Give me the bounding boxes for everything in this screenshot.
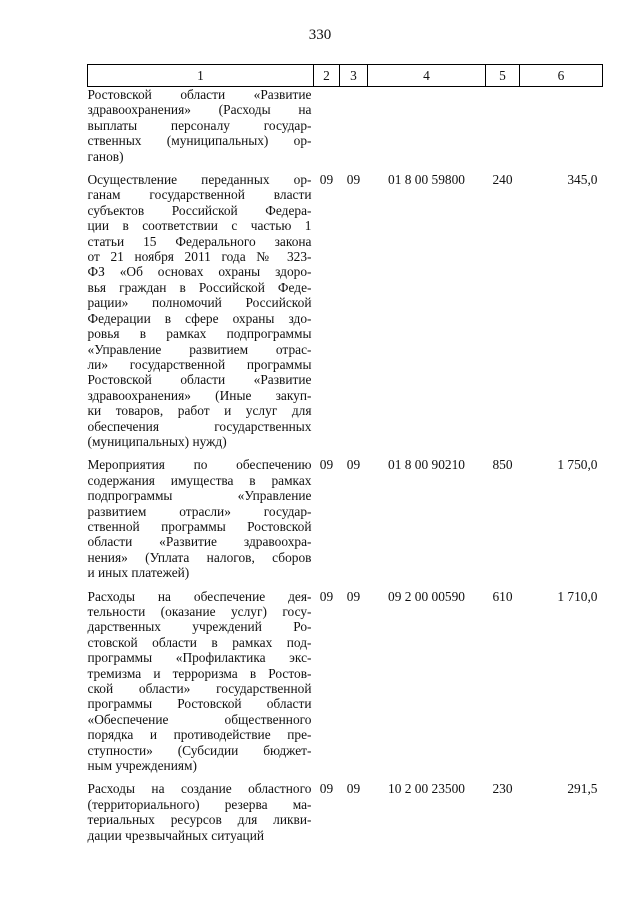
description-line: (территориального) резерва ма- <box>87 796 312 812</box>
amount: 1 710,0 <box>557 588 598 604</box>
column-header-1: 1 <box>88 65 314 87</box>
amount: 345,0 <box>567 172 598 188</box>
table-row <box>88 781 603 851</box>
description-line: ным учреждениям) <box>87 758 197 774</box>
subsection-code <box>340 87 368 173</box>
description-line: вья граждан в Российской Феде- <box>87 279 312 295</box>
row-description <box>88 781 314 851</box>
row-description <box>88 172 314 457</box>
section-code: 09 <box>319 588 334 604</box>
table-header-row <box>88 65 603 87</box>
target-article-code: 10 2 00 23500 <box>388 781 465 797</box>
description-line: рации» полномочий Российской <box>87 295 312 311</box>
description-line: ственных (муниципальных) ор- <box>87 133 312 149</box>
description-line: развитием отрасли» государ- <box>87 503 312 519</box>
subsection-code: 09 <box>346 781 361 797</box>
subsection-code: 09 <box>346 457 361 473</box>
expense-type-code: 850 <box>492 457 513 473</box>
table-body <box>88 87 603 852</box>
description-line: Мероприятия по обеспечению <box>87 457 312 473</box>
description-line: тельности (оказание услуг) госу- <box>87 604 312 619</box>
description-line: субъектов Российской Федера- <box>87 202 312 218</box>
description-line: статьи 15 Федерального закона <box>87 233 312 249</box>
description-line: ки товаров, работ и услуг для <box>87 403 312 419</box>
description-line: порядка и противодействие пре- <box>87 727 312 743</box>
column-header-5: 5 <box>486 65 520 87</box>
description-line: тремизма и терроризма в Ростов- <box>87 665 312 681</box>
table-row <box>88 172 603 457</box>
section-code: 09 <box>319 172 334 188</box>
row-description <box>88 457 314 588</box>
page-number: 330 <box>308 27 332 43</box>
description-line: ганов) <box>87 148 124 164</box>
description-line: обеспечения государственных <box>87 418 312 434</box>
description-line: Ростовской области «Развитие <box>87 87 312 102</box>
table-row <box>88 457 603 588</box>
description-line: ФЗ «Об основах охраны здоро- <box>87 264 312 280</box>
description-line: дации чрезвычайных ситуаций <box>87 827 265 843</box>
expense-type-code <box>486 87 520 173</box>
description-line: ственной программы Ростовской <box>87 518 312 534</box>
description-line: от 21 ноября 2011 года № 323- <box>87 249 312 265</box>
target-article-code: 01 8 00 90210 <box>388 457 465 473</box>
description-line: нения» (Уплата налогов, сборов <box>87 549 312 565</box>
expense-type-code: 610 <box>492 588 513 604</box>
subsection-code: 09 <box>346 172 361 188</box>
description-line: здравоохранения» (Расходы на <box>87 102 312 118</box>
description-line: и иных платежей) <box>87 565 190 581</box>
budget-table <box>87 64 603 851</box>
column-header-3: 3 <box>340 65 368 87</box>
amount: 291,5 <box>567 781 598 797</box>
description-line: области «Развитие здравоохра- <box>87 534 312 550</box>
section-code: 09 <box>319 781 334 797</box>
description-line: ступности» (Субсидии бюджет- <box>87 742 312 758</box>
expense-type-code: 230 <box>492 781 513 797</box>
row-description <box>88 589 314 782</box>
description-line: Расходы на создание областного <box>87 781 312 797</box>
target-article-code: 09 2 00 00590 <box>388 588 465 604</box>
description-line: Расходы на обеспечение дея- <box>87 588 312 604</box>
description-line: подпрограммы «Управление <box>87 488 312 504</box>
column-header-2: 2 <box>314 65 340 87</box>
description-line: ли» государственной программы <box>87 356 312 372</box>
row-description <box>88 87 314 173</box>
description-line: программы Ростовской области <box>87 696 312 712</box>
description-line: стовской области в рамках под- <box>87 634 312 650</box>
description-line: «Обеспечение общественного <box>87 711 312 727</box>
description-line: ганам государственной власти <box>87 187 312 203</box>
description-line: Ростовской области «Развитие <box>87 372 312 388</box>
description-line: Осуществление переданных ор- <box>87 172 312 188</box>
description-line: дарственных учреждений Ро- <box>87 619 312 635</box>
subsection-code: 09 <box>346 588 361 604</box>
description-line: ской области» государственной <box>87 681 312 697</box>
description-line: выплаты персоналу государ- <box>87 117 312 133</box>
column-header-4: 4 <box>368 65 486 87</box>
section-code: 09 <box>319 457 334 473</box>
description-line: «Управление развитием отрас- <box>87 341 312 357</box>
description-line: Федерации в сфере охраны здо- <box>87 310 312 326</box>
description-line: здравоохранения» (Иные закуп- <box>87 387 312 403</box>
amount <box>520 87 603 173</box>
description-line: ровья в рамках подпрограммы <box>87 326 312 342</box>
description-line: программы «Профилактика экс- <box>87 650 312 666</box>
description-line: ции в соответствии с частью 1 <box>87 218 312 234</box>
section-code <box>314 87 340 173</box>
target-article-code <box>368 87 486 173</box>
column-header-6: 6 <box>520 65 603 87</box>
description-line: (муниципальных) нужд) <box>87 433 227 449</box>
target-article-code: 01 8 00 59800 <box>388 172 465 188</box>
description-line: содержания имущества в рамках <box>87 472 312 488</box>
table-row <box>88 589 603 782</box>
amount: 1 750,0 <box>557 457 598 473</box>
expense-type-code: 240 <box>492 172 513 188</box>
table-row <box>88 87 603 173</box>
description-line: териальных ресурсов для ликви- <box>87 812 312 828</box>
